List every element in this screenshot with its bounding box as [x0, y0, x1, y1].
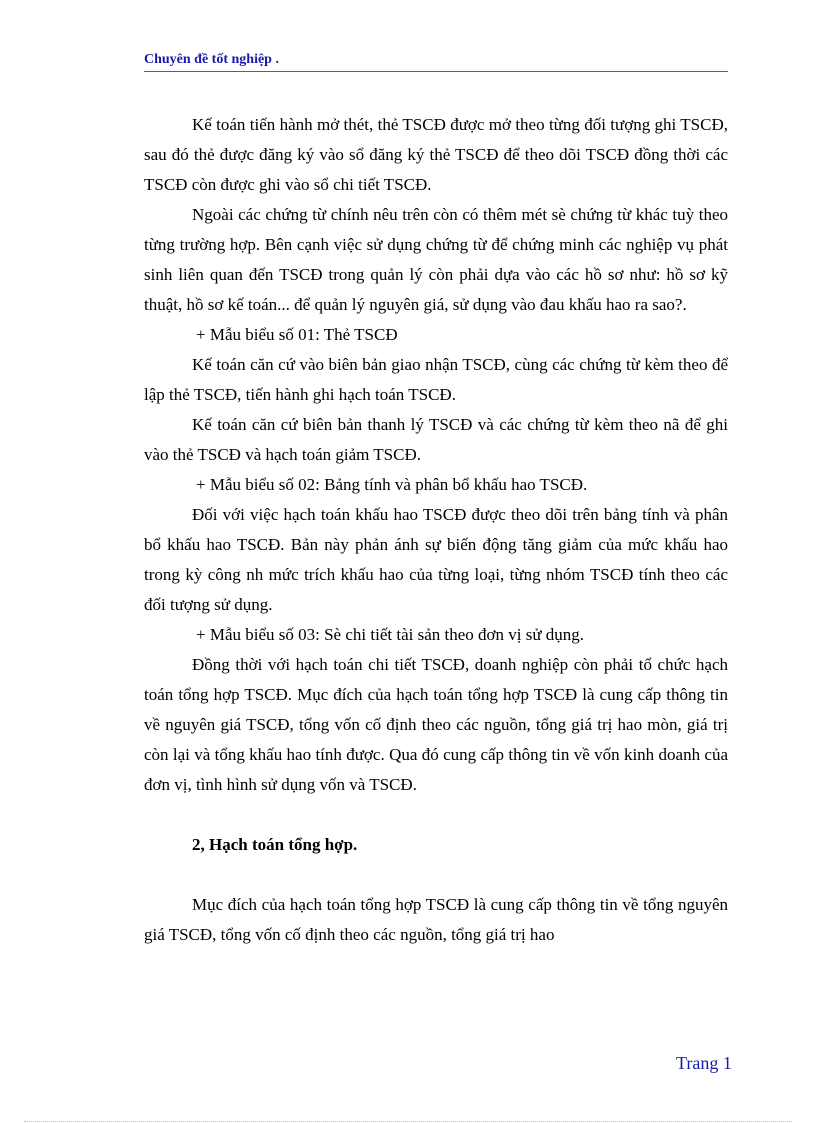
paragraph-2: Ngoài các chứng từ chính nêu trên còn có thêm mét sè chứng từ khác tuỳ theo từng trường hợp. Bên cạnh việc sử dụng chứng từ để chứng minh các nghiệp vụ phát sinh liên quan đến TSCĐ trong quản lý còn phải dựa vào các hồ sơ như: hồ sơ kỹ thuật, hồ sơ kế toán... để quản lý nguyên giá, sử dụng vào đau khấu hao ra sao?. [144, 205, 728, 314]
form-item-03: + Mẫu biểu số 03: Sè chi tiết tài sản theo đơn vị sử dụng. [196, 625, 585, 644]
document-header-title: Chuyên đề tốt nghiệp . [144, 52, 279, 67]
paragraph-1: Kế toán tiến hành mở thét, thẻ TSCĐ được mở theo từng đối tượng ghi TSCĐ, sau đó thẻ được đăng ký vào sổ đăng ký thẻ TSCĐ để theo dõi TSCĐ đồng thời các TSCĐ còn được ghi vào sổ chi tiết TSCĐ. [144, 115, 728, 194]
form-item-01: + Mẫu biểu số 01: Thẻ TSCĐ [196, 325, 398, 344]
paragraph-4: Kế toán căn cứ biên bản thanh lý TSCĐ và các chứng từ kèm theo nã để ghi vào thẻ TSCĐ và hạch toán giảm TSCĐ. [144, 415, 728, 464]
header-divider [144, 71, 728, 72]
paragraph-7: Mục đích của hạch toán tổng hợp TSCĐ là cung cấp thông tin về tổng nguyên giá TSCĐ, tổng vốn cố định theo các nguồn, tổng giá trị hao [144, 895, 728, 944]
section-heading: 2, Hạch toán tổng hợp. [192, 835, 358, 854]
paragraph-5: Đối với việc hạch toán khấu hao TSCĐ được theo dõi trên bảng tính và phân bổ khấu hao TSCĐ. Bản này phản ánh sự biến động tăng giảm của mức khấu hao trong kỳ công nh mức trích khấu hao của từng loại, từng nhóm TSCĐ tính theo các đối tượng sử dụng. [144, 505, 728, 614]
paragraph-3: Kế toán căn cứ vào biên bản giao nhận TSCĐ, cùng các chứng từ kèm theo để lập thẻ TSCĐ, tiến hành ghi hạch toán TSCĐ. [144, 355, 728, 404]
page-number: Trang 1 [676, 1053, 732, 1073]
form-item-02: + Mẫu biểu số 02: Bảng tính và phân bổ khấu hao TSCĐ. [196, 475, 588, 494]
page-bottom-border [24, 1121, 792, 1122]
paragraph-6: Đồng thời với hạch toán chi tiết TSCĐ, doanh nghiệp còn phải tổ chức hạch toán tổng hợp TSCĐ. Mục đích của hạch toán tổng hợp TSCĐ là cung cấp thông tin về nguyên giá TSCĐ, tổng vốn cố định theo các nguồn, tổng giá trị hao mòn, giá trị còn lại và tổng khấu hao tính được. Qua đó cung cấp thông tin về vốn kinh doanh của đơn vị, tình hình sử dụng vốn và TSCĐ. [144, 655, 728, 794]
document-body [144, 110, 728, 950]
